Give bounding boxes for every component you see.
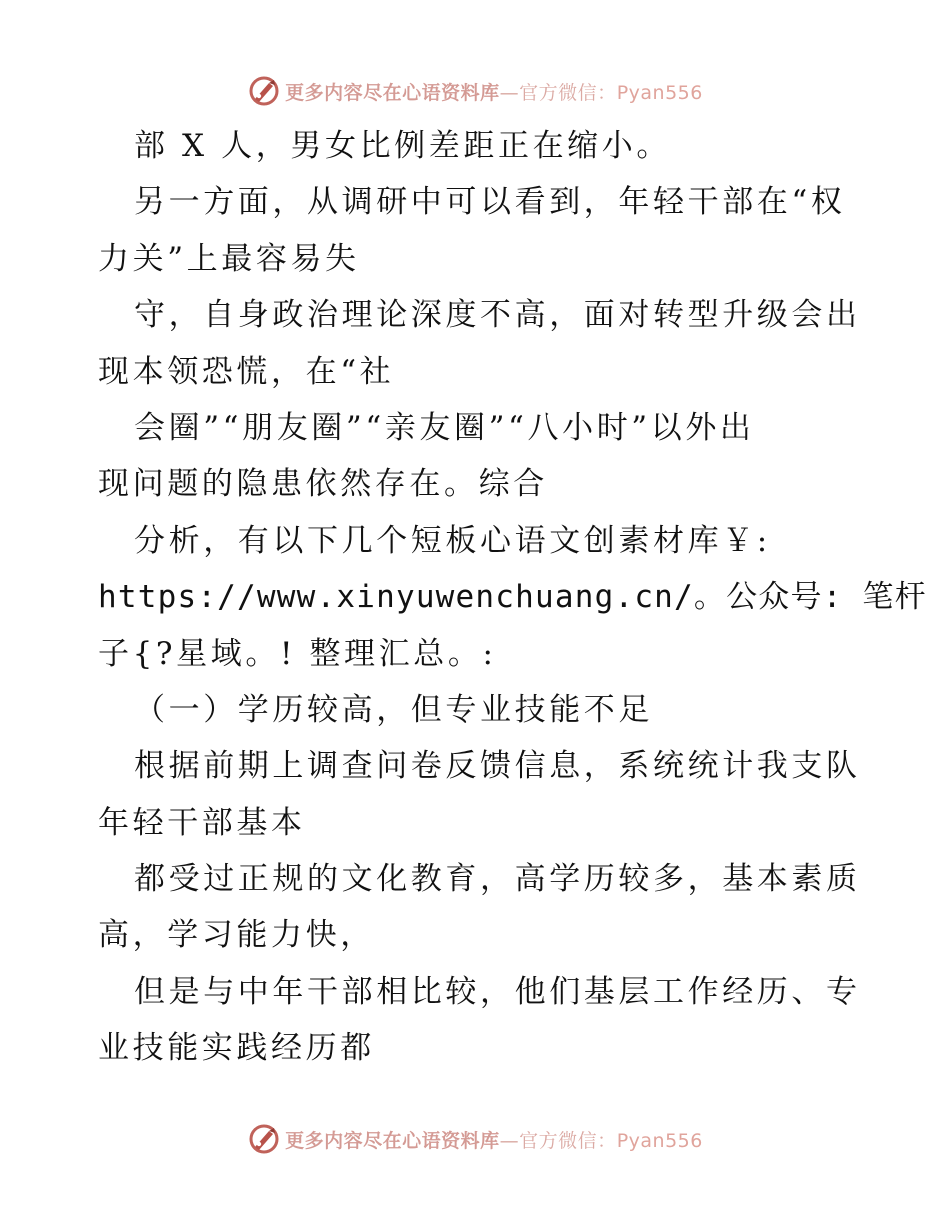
body-line: https://www.xinyuwenchuang.cn/。公众号: 笔杆 — [98, 579, 927, 616]
watermark-wechat-id: Pyan556 — [616, 1129, 703, 1152]
brand-logo-icon — [247, 74, 281, 108]
watermark-text — [285, 78, 703, 105]
document-body — [98, 118, 927, 1077]
brand-logo-icon — [247, 1122, 281, 1156]
body-line: 会圈”“朋友圈”“亲友圈”“八小时”以外出 — [134, 409, 755, 446]
watermark-brand: 更多内容尽在心语资料库 — [285, 1129, 500, 1152]
body-line: 但是与中年干部相比较，他们基层工作经历、专 — [134, 973, 861, 1010]
body-line: 分析，有以下几个短板心语文创素材库￥: — [134, 522, 771, 559]
body-line: 业技能实践经历都 — [98, 1030, 375, 1067]
header-watermark — [0, 71, 950, 111]
body-line: 守，自身政治理论深度不高，面对转型升级会出 — [134, 297, 861, 334]
watermark-separator: — — [499, 81, 520, 104]
body-line: 都受过正规的文化教育，高学历较多，基本素质 — [134, 861, 861, 898]
watermark-brand: 更多内容尽在心语资料库 — [285, 81, 500, 104]
body-line: 高，学习能力快， — [98, 917, 375, 954]
watermark-contact-label: 官方微信： — [519, 81, 617, 104]
section-heading: （一）学历较高，但专业技能不足 — [134, 691, 653, 728]
body-line: 子{?星域。! 整理汇总。: — [98, 635, 497, 672]
body-line: 年轻干部基本 — [98, 804, 306, 841]
body-line: 部 X 人，男女比例差距正在缩小。 — [134, 128, 671, 164]
body-line: 现本领恐慌，在“社 — [98, 353, 395, 390]
body-line: 现问题的隐患依然存在。综合 — [98, 466, 548, 503]
body-line: 另一方面，从调研中可以看到，年轻干部在“权 — [134, 184, 846, 221]
footer-watermark — [0, 1119, 950, 1159]
body-line: 力关”上最容易失 — [98, 240, 360, 277]
watermark-separator: — — [499, 1129, 520, 1152]
body-line: 根据前期上调查问卷反馈信息，系统统计我支队 — [134, 748, 861, 785]
watermark-contact-label: 官方微信： — [519, 1129, 617, 1152]
watermark-text — [285, 1126, 703, 1153]
watermark-wechat-id: Pyan556 — [616, 81, 703, 104]
